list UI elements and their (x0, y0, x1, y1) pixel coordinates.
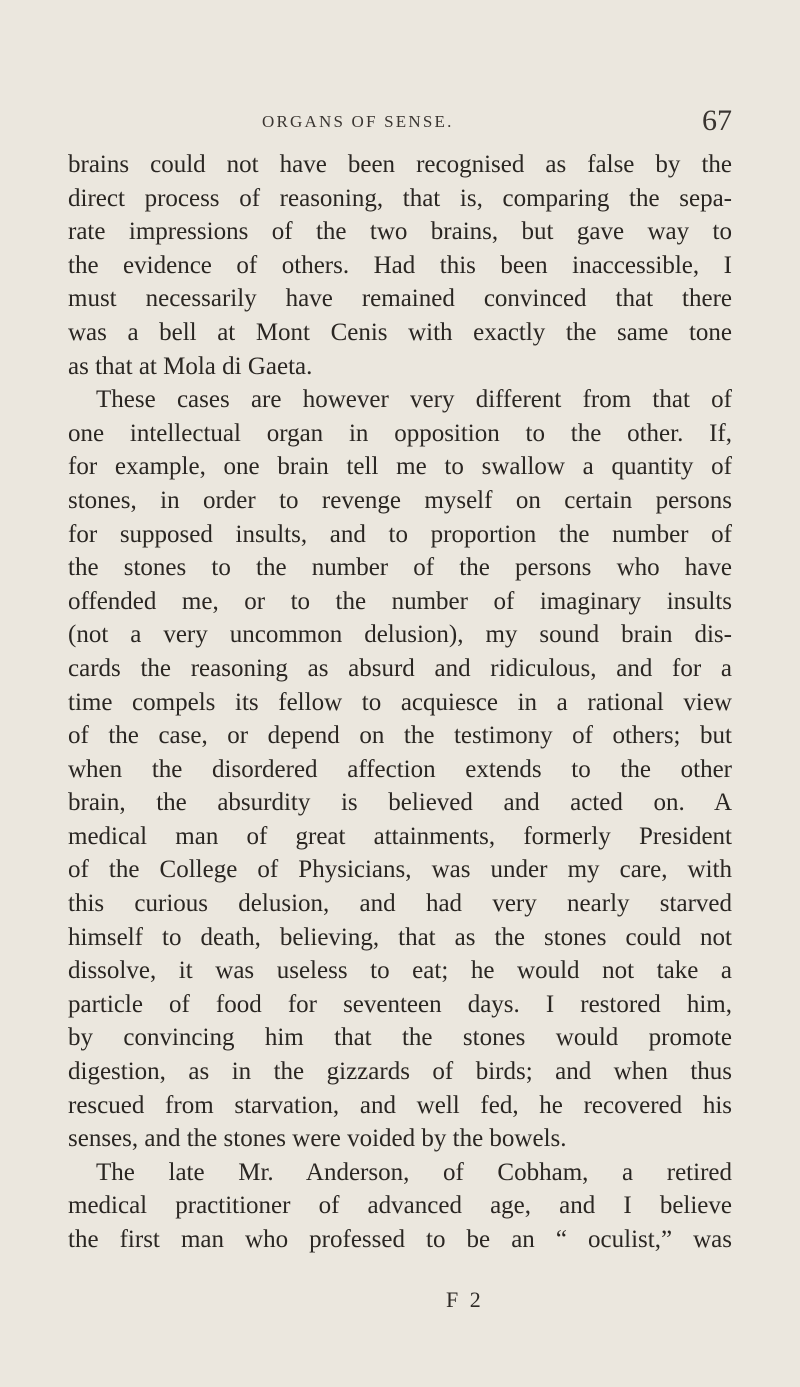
text-line: for supposed insults, and to proportion the number of (68, 520, 732, 548)
text-line: rate impressions of the two brains, but gave way to (68, 218, 732, 246)
body-text (68, 148, 732, 1257)
text-line: direct process of reasoning, that is, comparing the sepa- (68, 184, 732, 212)
text-line: of the case, or depend on the testimony of others; but (68, 722, 732, 750)
text-line: medical man of great attainments, formerly President (68, 822, 732, 850)
text-line: cards the reasoning as absurd and ridiculous, and for a (68, 654, 732, 682)
text-line: (not a very uncommon delusion), my sound brain dis- (68, 621, 732, 649)
text-line: himself to death, believing, that as the stones could not (68, 923, 732, 951)
text-line: stones, in order to revenge myself on certain persons (68, 486, 732, 514)
text-line: the stones to the number of the persons who have (68, 554, 732, 582)
text-line: senses, and the stones were voided by the bowels. (68, 1125, 567, 1153)
signature-mark: F 2 (446, 1287, 484, 1312)
text-line: particle of food for seventeen days. I restored him, (68, 990, 732, 1018)
text-line: medical practitioner of advanced age, and I believe (68, 1192, 732, 1220)
running-title: ORGANS OF SENSE. (262, 112, 454, 131)
text-line: digestion, as in the gizzards of birds; and when thus (68, 1058, 732, 1086)
text-line: time compels its fellow to acquiesce in a rational view (68, 688, 732, 716)
running-head (262, 104, 732, 140)
text-line: rescued from starvation, and well fed, he recovered his (68, 1091, 732, 1119)
text-line: must necessarily have remained convinced that there (68, 285, 732, 313)
text-line: by convincing him that the stones would promote (68, 1024, 732, 1052)
text-line: offended me, or to the number of imaginary insults (68, 587, 732, 615)
paragraph-start-line: The late Mr. Anderson, of Cobham, a retired (96, 1158, 732, 1186)
text-line: for example, one brain tell me to swallow a quantity of (68, 453, 732, 481)
text-line: was a bell at Mont Cenis with exactly the same tone (68, 318, 732, 346)
text-line: brain, the absurdity is believed and acted on. A (68, 789, 732, 817)
text-line: one intellectual organ in opposition to the other. If, (68, 419, 732, 447)
text-line: this curious delusion, and had very nearly starved (68, 890, 732, 918)
text-line: of the College of Physicians, was under my care, with (68, 856, 732, 884)
text-line: dissolve, it was useless to eat; he would not take a (68, 957, 732, 985)
paragraph-start-line: These cases are however very different from that of (96, 386, 732, 414)
text-line: the first man who professed to be an “ oculist,” was (68, 1226, 732, 1253)
page-number: 67 (702, 104, 732, 137)
text-line: when the disordered affection extends to the other (68, 755, 732, 783)
text-line: the evidence of others. Had this been inaccessible, I (68, 251, 732, 279)
text-line: brains could not have been recognised as false by the (68, 151, 732, 178)
text-line: as that at Mola di Gaeta. (68, 352, 313, 380)
